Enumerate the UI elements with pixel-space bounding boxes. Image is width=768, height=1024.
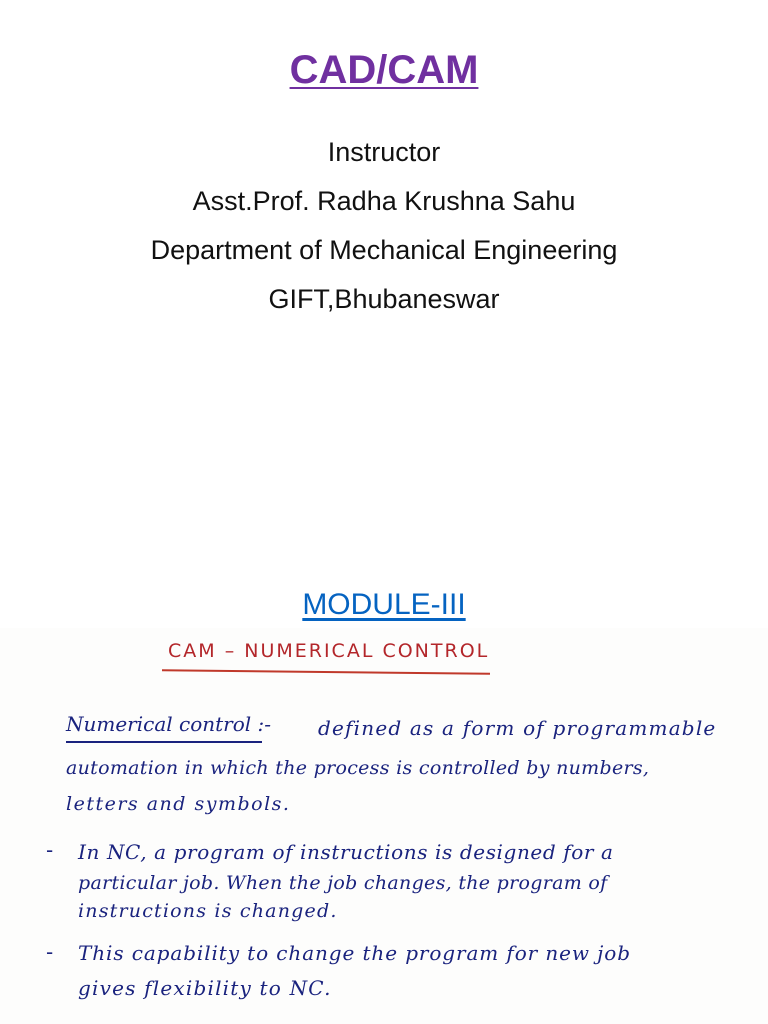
notes-bullet2-line1: This capability to change the program for new job [78,941,631,965]
institute-name: GIFT,Bhubaneswar [268,284,500,314]
notes-line2: automation in which the process is controlled by numbers, [66,757,650,779]
course-title: CAD/CAM [289,48,479,92]
instructor-info [0,128,768,324]
instructor-name: Asst.Prof. Radha Krushna Sahu [192,186,576,216]
notes-bullet1-line1: In NC, a program of instructions is designed for a [78,840,614,864]
notes-bullet1-line2: particular job. When the job changes, the program of [78,872,608,894]
module-link[interactable]: MODULE-III [302,588,466,621]
notes-bullet2-line2: gives flexibility to NC. [78,976,332,1000]
notes-term: Numerical control :- [66,712,272,736]
notes-heading: CAM – NUMERICAL CONTROL [168,640,490,662]
bullet-mark: - [46,940,54,964]
bullet-mark: - [46,838,54,862]
notes-bullet1-line3: instructions is changed. [78,900,338,922]
notes-line3: letters and symbols. [66,793,291,815]
notes-term-underline [66,741,262,743]
notes-line1: defined as a form of programmable [318,716,717,740]
instructor-role: Instructor [327,137,441,167]
department-name: Department of Mechanical Engineering [150,235,618,265]
